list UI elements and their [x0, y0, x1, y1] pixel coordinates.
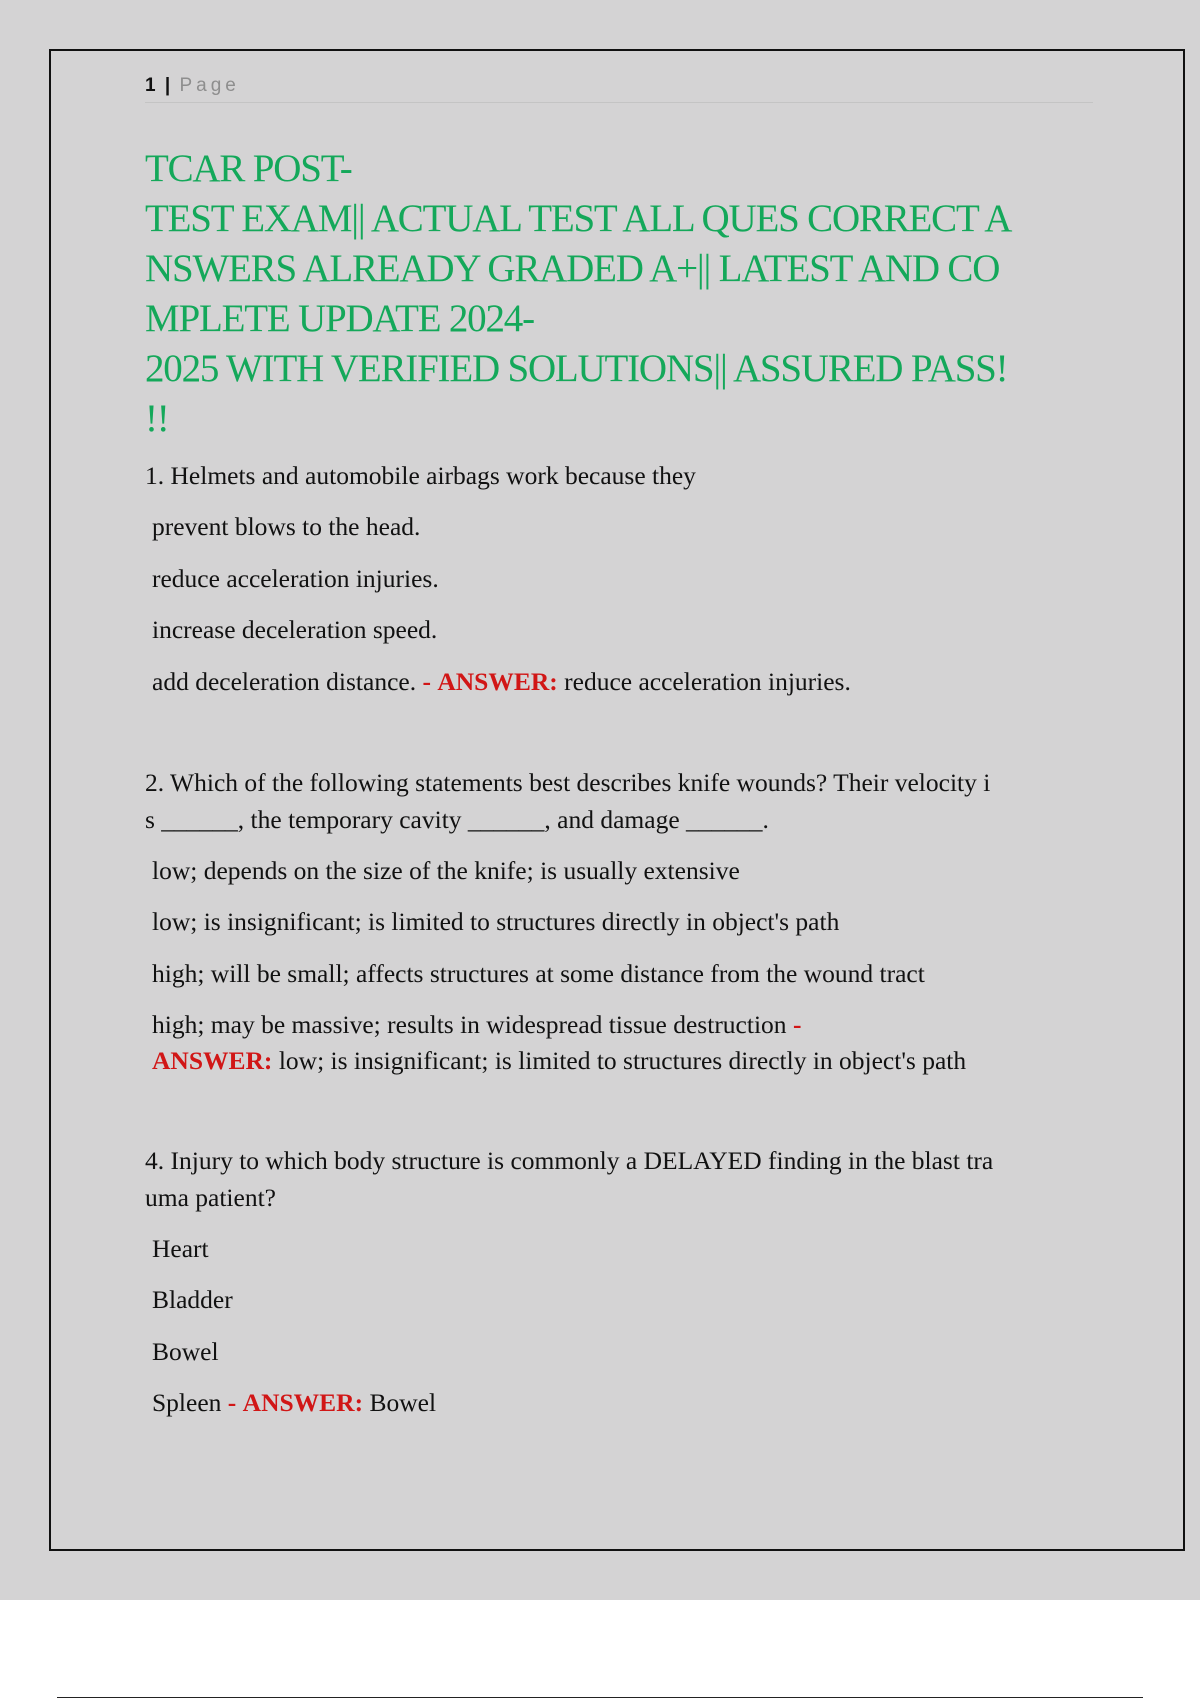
title-line: TEST EXAM|| ACTUAL TEST ALL QUES CORRECT A — [145, 197, 1012, 240]
question-2-option: low; is insignificant; is limited to structures directly in object's path — [152, 907, 840, 936]
question-1-answer-line — [152, 664, 851, 700]
question-2-text-line-2: s ______, the temporary cavity ______, and damage ______. — [145, 805, 769, 834]
question-1-option: reduce acceleration injuries. — [152, 564, 439, 593]
question-2-answer: low; is insignificant; is limited to structures directly in object's path — [278, 1046, 967, 1075]
question-2-option-line — [152, 1007, 801, 1043]
answer-dash: - — [227, 1388, 237, 1417]
question-1-option: increase deceleration speed. — [152, 615, 438, 644]
question-4-option: Spleen — [152, 1388, 222, 1417]
title-line: TCAR POST- — [145, 147, 352, 190]
question-1-option: add deceleration distance. — [152, 667, 417, 696]
question-4-text-line-1: 4. Injury to which body structure is commonly a DELAYED finding in the blast tra — [145, 1146, 994, 1175]
answer-label: ANSWER: — [437, 667, 558, 696]
question-4-answer: Bowel — [369, 1388, 437, 1417]
question-4-option: Bladder — [152, 1285, 233, 1314]
question-4-option: Bowel — [152, 1337, 219, 1366]
answer-dash: - — [422, 667, 431, 696]
page-header — [145, 72, 1093, 103]
answer-label: ANSWER: — [152, 1046, 273, 1075]
answer-dash: - — [792, 1010, 802, 1039]
document-title — [145, 144, 1105, 444]
header-separator: | — [164, 75, 171, 96]
title-line: MPLETE UPDATE 2024- — [145, 297, 534, 340]
next-page-border — [57, 1697, 1143, 1698]
question-1-text: 1. Helmets and automobile airbags work because they — [145, 461, 696, 490]
question-2-option: high; may be massive; results in widespread tissue destruction — [152, 1010, 787, 1039]
question-4-answer-line — [152, 1385, 436, 1421]
question-2-text-line-1: 2. Which of the following statements best describes knife wounds? Their velocity i — [145, 768, 991, 797]
question-4-text-line-2: uma patient? — [145, 1183, 276, 1212]
question-2-option: high; will be small; affects structures at some distance from the wound tract — [152, 959, 925, 988]
title-line: NSWERS ALREADY GRADED A+|| LATEST AND CO — [145, 247, 1000, 290]
page-label: Page — [179, 75, 240, 96]
answer-label: ANSWER: — [242, 1388, 364, 1417]
page-number: 1 — [145, 75, 156, 96]
question-2-answer-line — [152, 1043, 966, 1079]
question-4-option: Heart — [152, 1234, 209, 1263]
question-1-option: prevent blows to the head. — [152, 512, 421, 541]
title-line: 2025 WITH VERIFIED SOLUTIONS|| ASSURED PASS! — [145, 347, 1008, 390]
question-2-option: low; depends on the size of the knife; is usually extensive — [152, 856, 740, 885]
title-line: !! — [145, 397, 169, 440]
question-1-answer: reduce acceleration injuries. — [564, 667, 851, 696]
